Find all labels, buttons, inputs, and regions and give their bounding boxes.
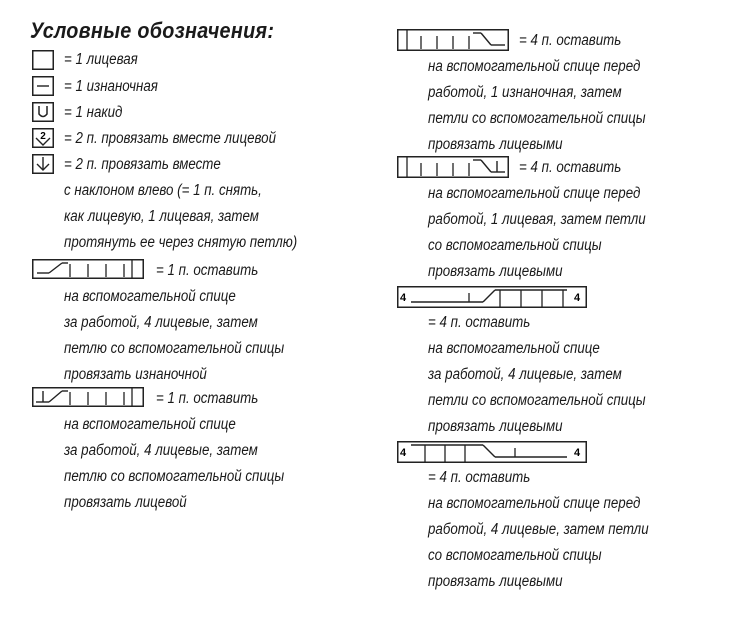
cable-4over4-front-symbol-icon xyxy=(397,441,587,463)
k2tog-label: = 2 п. провязать вместе лицевой xyxy=(64,130,276,147)
yarn-over-symbol-icon xyxy=(32,102,54,122)
cable-front-purl-symbol-icon xyxy=(397,29,509,51)
ssk-symbol-icon xyxy=(32,154,54,174)
cable5-line-4: петли со вспомогательной спицы xyxy=(428,392,646,409)
cable5-line-3: за работой, 4 лицевые, затем xyxy=(428,366,622,383)
cable6-line-5: провязать лицевыми xyxy=(428,573,563,590)
svg-text:4: 4 xyxy=(574,292,581,304)
cable2-line-2: на вспомогательной спице xyxy=(64,416,236,433)
cable3-line-3: работой, 1 изнаночная, затем xyxy=(428,84,622,101)
cable1-line-5: провязать изнаночной xyxy=(64,366,207,383)
cable2-line-3: за работой, 4 лицевые, затем xyxy=(64,442,258,459)
cable4-line-2: на вспомогательной спице перед xyxy=(428,185,641,202)
svg-text:4: 4 xyxy=(574,447,581,459)
cable2-line-4: петлю со вспомогательной спицы xyxy=(64,468,285,485)
purl-symbol-icon xyxy=(32,76,54,96)
cable1-line-2: на вспомогательной спице xyxy=(64,288,236,305)
cable2-line-5: провязать лицевой xyxy=(64,494,187,511)
ssk-line-2: с наклоном влево (= 1 п. снять, xyxy=(64,182,262,199)
k2tog-symbol-icon xyxy=(32,128,54,148)
cable2-line-1: = 1 п. оставить xyxy=(156,390,259,407)
cable6-line-3: работой, 4 лицевые, затем петли xyxy=(428,521,649,538)
knit-label: = 1 лицевая xyxy=(64,51,138,68)
cable-4over4-back-symbol-icon xyxy=(397,286,587,308)
cable3-line-2: на вспомогательной спице перед xyxy=(428,58,641,75)
cable3-line-5: провязать лицевыми xyxy=(428,136,563,153)
cable4-line-5: провязать лицевыми xyxy=(428,263,563,280)
cable1-line-1: = 1 п. оставить xyxy=(156,262,259,279)
cable-front-knit-symbol-icon xyxy=(397,156,509,178)
svg-text:2: 2 xyxy=(40,131,46,142)
legend-title: Условные обозначения: xyxy=(30,18,275,43)
purl-label: = 1 изнаночная xyxy=(64,78,158,95)
cable-purl-back-symbol-icon xyxy=(32,259,144,279)
cable6-line-4: со вспомогательной спицы xyxy=(428,547,602,564)
cable4-line-1: = 4 п. оставить xyxy=(519,159,622,176)
svg-text:4: 4 xyxy=(400,447,407,459)
cable4-line-4: со вспомогательной спицы xyxy=(428,237,602,254)
cable5-line-1: = 4 п. оставить xyxy=(428,314,531,331)
cable1-line-4: петлю со вспомогательной спицы xyxy=(64,340,285,357)
cable3-line-4: петли со вспомогательной спицы xyxy=(428,110,646,127)
cable5-line-5: провязать лицевыми xyxy=(428,418,563,435)
ssk-line-4: протянуть ее через снятую петлю) xyxy=(64,234,298,251)
ssk-line-3: как лицевую, 1 лицевая, затем xyxy=(64,208,259,225)
ssk-line-1: = 2 п. провязать вместе xyxy=(64,156,221,173)
cable3-line-1: = 4 п. оставить xyxy=(519,32,622,49)
cable5-line-2: на вспомогательной спице xyxy=(428,340,600,357)
cable-knit-back-symbol-icon xyxy=(32,387,144,407)
knit-symbol-icon xyxy=(32,50,54,70)
yarn-over-label: = 1 накид xyxy=(64,104,123,121)
cable1-line-3: за работой, 4 лицевые, затем xyxy=(64,314,258,331)
svg-text:4: 4 xyxy=(400,292,407,304)
cable6-line-1: = 4 п. оставить xyxy=(428,469,531,486)
cable6-line-2: на вспомогательной спице перед xyxy=(428,495,641,512)
cable4-line-3: работой, 1 лицевая, затем петли xyxy=(428,211,646,228)
